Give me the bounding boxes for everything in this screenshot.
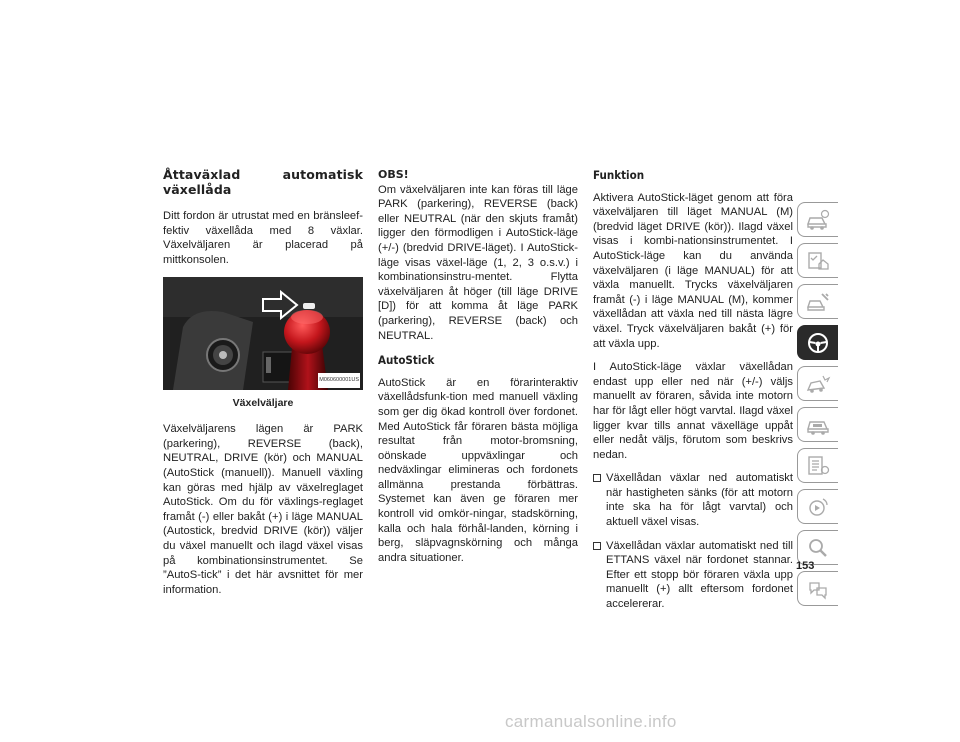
note-text: Om växelväljaren inte kan föras till läge PARK (parkering), REVERSE (back) eller NEUTRAL (när den skjuts framåt) ligger den förmodligen i AutoStick-läge (+/-) (bredvid DRIVE-läget). I AutoStick-läge visas växel-läge (1, 2, 3 o.s.v.) i kombinationsinstru-mentet. Flytta växelväljaren åt höger (till läge DRIVE [D]) för att komma åt läge PARK (parkering), REVERSE (back) och NEUTRAL. — [378, 183, 578, 342]
tab-crash[interactable] — [797, 366, 838, 401]
column-middle — [378, 168, 578, 574]
checkbox-bullet-icon — [593, 474, 601, 482]
column-left — [163, 168, 363, 606]
checkbox-bullet-icon — [593, 542, 601, 550]
tab-steering-wheel[interactable] — [797, 325, 838, 360]
column-right — [593, 168, 793, 621]
watermark: carmanualsonline.info — [505, 712, 677, 731]
tab-specs-list[interactable] — [797, 448, 838, 483]
section-heading: Åttaväxlad automatisk växellåda — [163, 167, 363, 197]
page-number: 153 — [796, 560, 815, 572]
chapter-tabs — [797, 202, 843, 612]
specs-list-icon — [805, 455, 831, 477]
steering-wheel-icon — [805, 332, 831, 354]
tab-wrench-car[interactable] — [797, 284, 838, 319]
crash-icon — [805, 373, 831, 395]
image-code: M060600001US — [318, 373, 360, 388]
note-block — [378, 168, 578, 343]
bullet-list — [593, 471, 793, 611]
tab-car-service[interactable] — [797, 407, 838, 442]
autostick-paragraph: AutoStick är en förarinteraktiv växellådsfunk-tion med manuell växling som ger dig ökad kontroll över fordonet. Med AutoStick får föraren bästa möjliga resultat från motor-bromsning, oönskade uppväxlingar och nedväxlingar elimineras och fordonets allmänna prestanda förbättras. Systemet kan även ge föraren mer kontroll vid omkör-ningar, stadskörning, kalla och hala förhål-landen, körning i berg, släpvagnskörning och många andra situationer. — [378, 376, 578, 564]
function-heading: Funktion — [593, 168, 645, 182]
image-caption: Växelväljare — [232, 396, 294, 409]
list-item: Växellådan växlar ned automatiskt när hastigheten sänks (för att motorn inte ska ha för lågt varvtal) och aktuell växel visas. — [593, 471, 793, 529]
function-paragraph-2: I AutoStick-läge växlar växellådan endast upp eller ned när (+/-) väljs manuellt av föraren, såvida inte motorn har för lågt eller högt varvtal. Ilagd växel ligger kvar tills annat växelläge uppåt eller nedåt väljs, förutom som beskrivs nedan. — [593, 361, 793, 461]
list-item: Växellådan växlar automatiskt ned till ETTANS växel när fordonet stannar. Efter ett stopp bör föraren växla upp manuellt (+) allt eftersom fordonet accelererar. — [593, 539, 793, 612]
wrench-car-icon — [805, 291, 831, 313]
car-service-icon — [805, 414, 831, 436]
gear-selector-photo — [163, 277, 363, 390]
intro-paragraph: Ditt fordon är utrustat med en bränsleef-fektiv växellåda med 8 växlar. Växelväljaren är placerad på mittkonsolen. — [163, 210, 363, 266]
note-title: OBS! — [378, 168, 409, 181]
car-check-icon — [805, 250, 831, 272]
magnifier-icon — [805, 537, 831, 559]
car-info-icon — [805, 209, 831, 231]
body-paragraph: Växelväljarens lägen är PARK (parkering), REVERSE (back), NEUTRAL, DRIVE (kör) och MANUAL (AutoStick (manuell)). Manuell växling kan göras med hjälp av växelreglaget AutoStick. Om du för växlings-reglaget framåt (-) eller bakåt (+) i läge MANUAL (Autostick, bredvid DRIVE (kör)) väljer du växel manuellt och ilagd växel visas på kombinationsinstrumentet. Se ”AutoS-tick” i det här avsnittet för mer information. — [163, 423, 363, 596]
function-paragraph-1: Aktivera AutoStick-läget genom att föra växelväljaren till läget MANUAL (M) (bredvid läget DRIVE (kör)). Ilagd växel visas i kombi-nationsinstrumentet. I AutoStick-läge kan du använda växelväljaren (i läge MANUAL) för att växla manuellt. Trycks växelväljaren framåt (-) i läge MANUAL (M), kommer växellådan att växla ned till nästa lägre växel. Tryck växelväljaren bakåt (+) för att växla upp. — [593, 191, 793, 350]
tab-car-check[interactable] — [797, 243, 838, 278]
media-icon — [805, 496, 831, 518]
language-icon — [805, 578, 831, 600]
tab-car-info[interactable] — [797, 202, 838, 237]
autostick-heading: AutoStick — [378, 353, 435, 368]
tab-media[interactable] — [797, 489, 838, 524]
tab-language[interactable] — [797, 571, 838, 606]
